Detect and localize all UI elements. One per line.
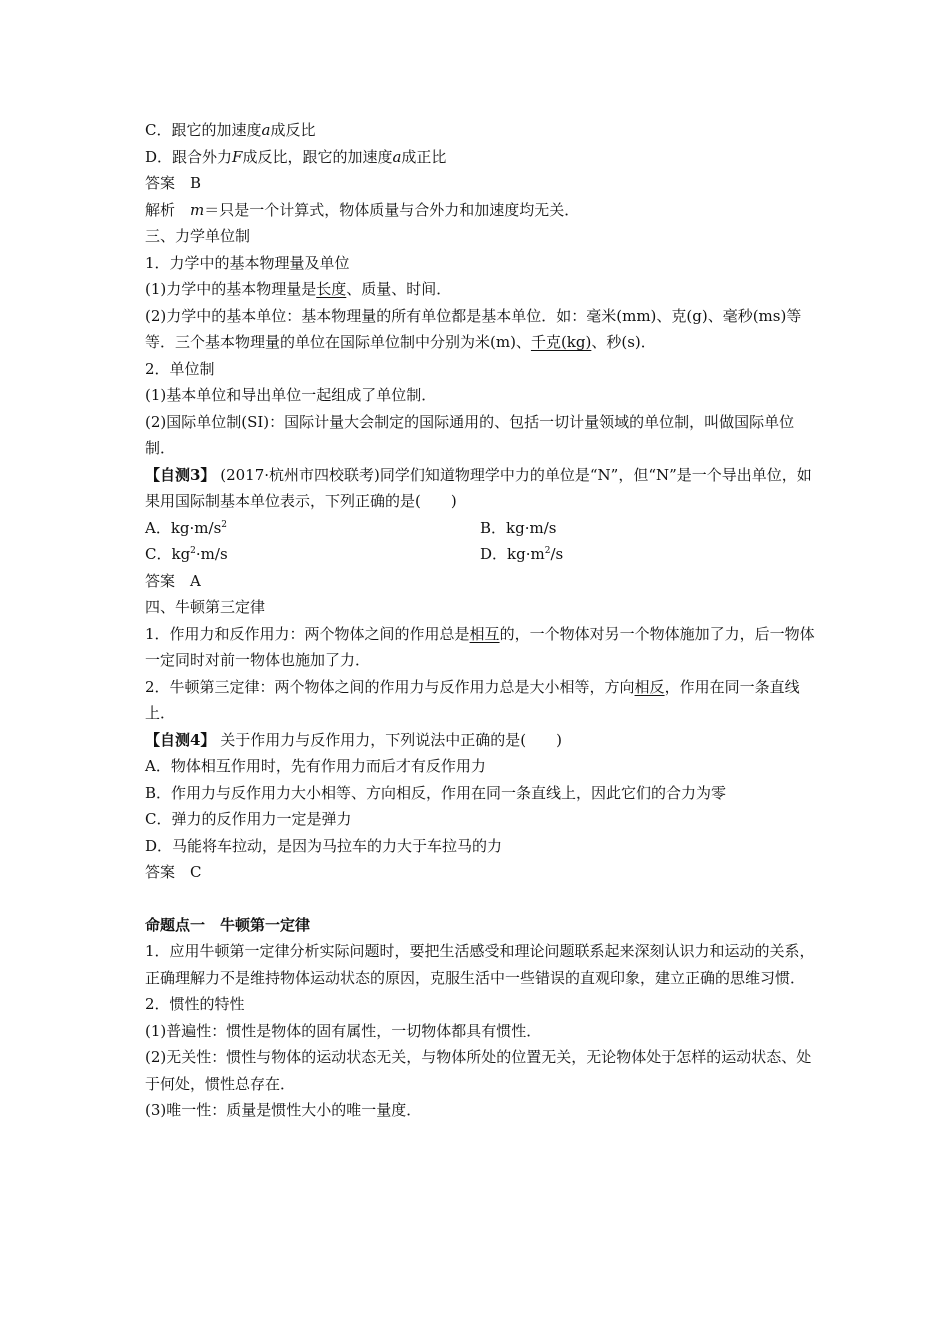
- topic-1-item-2: (2)无关性：惯性与物体的运动状态无关，与物体所处的位置无关，无论物体处于怎样的运动状态、处于何处，惯性总存在．: [145, 1048, 812, 1093]
- subheading-3-1: 1．力学中的基本物理量及单位: [145, 253, 350, 272]
- section-heading-4: 四、牛顿第三定律: [145, 598, 266, 616]
- self-test-4-option-d: D．马能将车拉动，是因为马拉车的力大于车拉马的力: [145, 836, 503, 855]
- self-test-4: 【自测4】 关于作用力与反作用力，下列说法中正确的是( ): [145, 730, 562, 749]
- option-d: D．$kg\cdot m^2/s$: [480, 545, 564, 563]
- self-test-3-tag: 【自测3】: [145, 465, 216, 484]
- paragraph-4-1: 1．作用力和反作用力：两个物体之间的作用总是相互的，一个物体对另一个物体施加了力，后一物体一定同时对前一物体也施加了力．: [145, 624, 815, 669]
- subheading-3-2: 2．单位制: [145, 359, 215, 378]
- option-c: C．$kg^2\cdot m/s$: [145, 545, 228, 563]
- section-heading-3: 三、力学单位制: [145, 227, 251, 245]
- paragraph-3-1-2: (2)力学中的基本单位：基本物理量的所有单位都是基本单位．如：毫米(mm)、克(g)、毫秒(ms)等等．三个基本物理量的单位在国际单位制中分别为米(m)、千克(kg)、秒(s)．: [145, 306, 802, 351]
- paragraph-3-2-2: (2)国际单位制(SI)：国际计量大会制定的国际通用的、包括一切计量领域的单位制，叫做国际单位制．: [145, 412, 795, 457]
- topic-1-paragraph-1: 1．应用牛顿第一定律分析实际问题时，要把生活感受和理论问题联系起来深刻认识力和运动的关系，正确理解力不是维持物体运动状态的原因，克服生活中一些错误的直观印象，建立正确的思维习惯．: [145, 942, 815, 987]
- paragraph-3-1-1: (1)力学中的基本物理量是长度、质量、时间．: [145, 280, 452, 298]
- self-test-4-option-c: C．弹力的反作用力一定是弹力: [145, 810, 352, 828]
- option-b: B．kg·m/s: [480, 518, 557, 537]
- option-d: D．跟合外力F成反比，跟它的加速度a成正比: [145, 147, 447, 166]
- topic-1-item-1: (1)普遍性：惯性是物体的固有属性，一切物体都具有惯性．: [145, 1021, 542, 1040]
- self-test-4-option-b: B．作用力与反作用力大小相等、方向相反，作用在同一条直线上，因此它们的合力为零: [145, 783, 727, 802]
- spacer: [145, 886, 815, 912]
- answer-4: 答案 C: [145, 863, 202, 881]
- topic-heading-1: 命题点一 牛顿第一定律: [145, 915, 311, 934]
- topic-1-subheading-2: 2．惯性的特性: [145, 995, 245, 1013]
- explanation: 解析 m＝只是一个计算式，物体质量与合外力和加速度均无关．: [145, 200, 580, 219]
- option-a: A．$kg\cdot m/s^2$: [145, 518, 228, 537]
- paragraph-4-2: 2．牛顿第三定律：两个物体之间的作用力与反作用力总是大小相等，方向相反，作用在同一条直线上．: [145, 677, 800, 722]
- page-content: [145, 117, 815, 1124]
- self-test-3-options-ab: [145, 515, 815, 542]
- self-test-4-tag: 【自测4】: [145, 730, 216, 749]
- option-c: C．跟它的加速度a成反比: [145, 121, 316, 139]
- topic-1-item-3: (3)唯一性：质量是惯性大小的唯一量度．: [145, 1101, 422, 1119]
- answer-1: 答案 B: [145, 174, 202, 192]
- answer-3: 答案 A: [145, 571, 201, 590]
- self-test-4-option-a: A．物体相互作用时，先有作用力而后才有反作用力: [145, 757, 486, 775]
- paragraph-3-2-1: (1)基本单位和导出单位一起组成了单位制．: [145, 386, 437, 404]
- self-test-3: 【自测3】 (2017·杭州市四校联考)同学们知道物理学中力的单位是“N”，但“N”是一个导出单位，如果用国际制基本单位表示，下列正确的是( ): [145, 465, 812, 510]
- self-test-3-options-cd: [145, 541, 815, 568]
